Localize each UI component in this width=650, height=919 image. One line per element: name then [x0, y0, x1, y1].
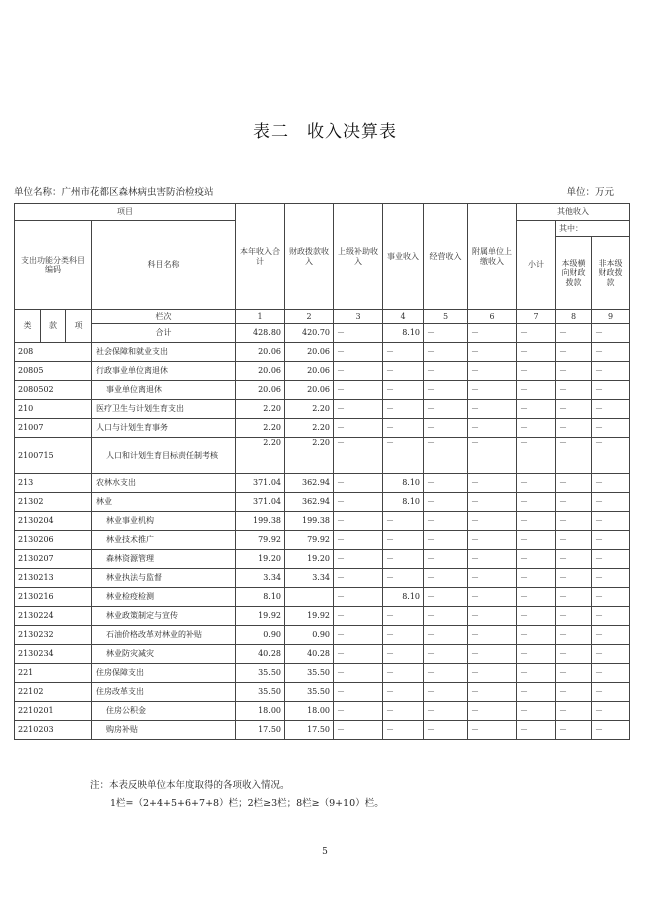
value-cell-c7: － [517, 664, 556, 683]
value-cell-c8: － [556, 550, 592, 569]
value-cell-total: 371.04 [236, 474, 285, 493]
header-col-no: 栏次 [92, 310, 236, 324]
header-xiang: 项 [66, 310, 92, 343]
value-cell-c8: － [556, 607, 592, 626]
value-cell-c3: － [334, 324, 383, 343]
value-cell-c9: － [592, 324, 630, 343]
value-cell-total: 19.20 [236, 550, 285, 569]
value-cell-c3: － [334, 438, 383, 474]
value-cell-c8: － [556, 645, 592, 664]
value-cell-c8: － [556, 531, 592, 550]
value-cell-total: 3.34 [236, 569, 285, 588]
value-cell-c8: － [556, 569, 592, 588]
page-title: 表二 收入决算表 [253, 122, 397, 142]
value-cell-fiscal: 19.92 [285, 607, 334, 626]
value-cell-fiscal: 199.38 [285, 512, 334, 531]
value-cell-c5: － [424, 381, 468, 400]
value-cell-c7: － [517, 702, 556, 721]
header-same-level: 本级横向财政拨款 [556, 237, 592, 310]
value-cell-c8: － [556, 343, 592, 362]
value-cell-c3: － [334, 474, 383, 493]
value-cell-c8: － [556, 493, 592, 512]
header-subject-name: 科目名称 [92, 221, 236, 310]
value-cell-c6: － [468, 362, 517, 381]
value-cell-c5: － [424, 474, 468, 493]
value-cell-c4: － [383, 702, 424, 721]
subject-name-cell: 林业事业机构 [92, 512, 236, 531]
value-cell-c5: － [424, 343, 468, 362]
table-row [15, 645, 630, 664]
value-cell-c5: － [424, 664, 468, 683]
value-cell-c3: － [334, 419, 383, 438]
table-row [15, 438, 630, 474]
value-cell-total: 20.06 [236, 381, 285, 400]
value-cell-c4: － [383, 381, 424, 400]
code-cell: 22102 [15, 683, 92, 702]
value-cell-c6: － [468, 645, 517, 664]
value-cell-c3: － [334, 381, 383, 400]
value-cell-c5: － [424, 324, 468, 343]
value-cell-c7: － [517, 569, 556, 588]
table-row [15, 569, 630, 588]
value-cell-c9: － [592, 550, 630, 569]
value-cell-c8: － [556, 400, 592, 419]
value-cell-c6: － [468, 400, 517, 419]
subject-name-cell: 林业检疫检测 [92, 588, 236, 607]
value-cell-total: 20.06 [236, 343, 285, 362]
subject-name-cell: 林业 [92, 493, 236, 512]
header-item: 项目 [15, 204, 236, 221]
value-cell-c5: － [424, 512, 468, 531]
value-cell-c4: － [383, 645, 424, 664]
value-cell-fiscal: 2.20 [285, 438, 334, 474]
unit-name: 单位名称：广州市花都区森林病虫害防治检疫站 [14, 187, 214, 198]
value-cell-c9: － [592, 531, 630, 550]
value-cell-c9: － [592, 474, 630, 493]
table-row [15, 381, 630, 400]
value-cell-c5: － [424, 645, 468, 664]
code-cell: 2130204 [15, 512, 92, 531]
value-cell-c6: － [468, 438, 517, 474]
value-cell-c7: － [517, 607, 556, 626]
subject-name-cell: 石油价格改革对林业的补贴 [92, 626, 236, 645]
value-cell-c9: － [592, 419, 630, 438]
table-row [15, 550, 630, 569]
value-cell-c5: － [424, 550, 468, 569]
value-cell-c8: － [556, 438, 592, 474]
code-cell: 208 [15, 343, 92, 362]
code-cell: 2210203 [15, 721, 92, 740]
subject-name-cell: 购房补贴 [92, 721, 236, 740]
col-number: 6 [468, 310, 517, 324]
value-cell-c4: － [383, 569, 424, 588]
value-cell-c9: － [592, 343, 630, 362]
value-cell-c3: － [334, 512, 383, 531]
header-superior: 上级补助收入 [334, 204, 383, 310]
value-cell-c5: － [424, 438, 468, 474]
value-cell-c4: － [383, 362, 424, 381]
subject-name-cell: 住房保障支出 [92, 664, 236, 683]
header-fiscal: 财政拨款收入 [285, 204, 334, 310]
value-cell-total: 18.00 [236, 702, 285, 721]
value-cell-total: 35.50 [236, 664, 285, 683]
value-cell-fiscal: 362.94 [285, 474, 334, 493]
value-cell-c8: － [556, 512, 592, 531]
value-cell-c5: － [424, 683, 468, 702]
table-row [15, 362, 630, 381]
value-cell-c9: － [592, 493, 630, 512]
value-cell-c7: － [517, 493, 556, 512]
value-cell-total: 20.06 [236, 362, 285, 381]
value-cell-c9: － [592, 512, 630, 531]
subject-name-cell: 社会保障和就业支出 [92, 343, 236, 362]
value-cell-c3: － [334, 362, 383, 381]
value-cell-c3: － [334, 531, 383, 550]
value-cell-c4: 8.10 [383, 324, 424, 343]
value-cell-fiscal: 2.20 [285, 419, 334, 438]
value-cell-total: 2.20 [236, 419, 285, 438]
value-cell-c5: － [424, 721, 468, 740]
value-cell-c6: － [468, 683, 517, 702]
value-cell-c6: － [468, 569, 517, 588]
value-cell-c3: － [334, 588, 383, 607]
value-cell-c4: 8.10 [383, 493, 424, 512]
value-cell-c3: － [334, 626, 383, 645]
table-row [15, 474, 630, 493]
subject-name-cell: 林业执法与监督 [92, 569, 236, 588]
value-cell-fiscal: 20.06 [285, 362, 334, 381]
value-cell-c9: － [592, 626, 630, 645]
code-cell: 20805 [15, 362, 92, 381]
value-cell-c4: － [383, 512, 424, 531]
note-line-2: 1栏=（2+4+5+6+7+8）栏；2栏≥3栏；8栏≥（9+10）栏。 [110, 798, 384, 810]
col-number: 7 [517, 310, 556, 324]
value-cell-c5: － [424, 493, 468, 512]
header-func-code: 支出功能分类科目编码 [15, 221, 92, 310]
value-cell-total: 428.80 [236, 324, 285, 343]
header-operating: 经营收入 [424, 204, 468, 310]
value-cell-c6: － [468, 531, 517, 550]
value-cell-c4: － [383, 531, 424, 550]
value-cell-fiscal: 19.20 [285, 550, 334, 569]
table-row [15, 664, 630, 683]
value-cell-total: 79.92 [236, 531, 285, 550]
col-number: 9 [592, 310, 630, 324]
value-cell-c8: － [556, 474, 592, 493]
value-cell-c9: － [592, 645, 630, 664]
value-cell-total: 371.04 [236, 493, 285, 512]
value-cell-c5: － [424, 400, 468, 419]
value-cell-c8: － [556, 381, 592, 400]
value-cell-fiscal [285, 588, 334, 607]
col-number: 5 [424, 310, 468, 324]
value-cell-c8: － [556, 419, 592, 438]
value-cell-c4: 8.10 [383, 588, 424, 607]
value-cell-c4: － [383, 438, 424, 474]
value-cell-c3: － [334, 664, 383, 683]
value-cell-c9: － [592, 569, 630, 588]
code-cell: 213 [15, 474, 92, 493]
value-cell-c6: － [468, 664, 517, 683]
value-cell-c3: － [334, 400, 383, 419]
value-cell-c8: － [556, 588, 592, 607]
value-cell-fiscal: 420.70 [285, 324, 334, 343]
header-business: 事业收入 [383, 204, 424, 310]
col-number: 3 [334, 310, 383, 324]
value-cell-fiscal: 35.50 [285, 664, 334, 683]
value-cell-c9: － [592, 400, 630, 419]
value-cell-c7: － [517, 626, 556, 645]
value-cell-fiscal: 0.90 [285, 626, 334, 645]
value-cell-c4: － [383, 626, 424, 645]
value-cell-c5: － [424, 419, 468, 438]
value-cell-c7: － [517, 531, 556, 550]
code-cell: 21302 [15, 493, 92, 512]
header-non-same: 非本级财政拨款 [592, 237, 630, 310]
value-cell-c6: － [468, 626, 517, 645]
value-cell-c7: － [517, 362, 556, 381]
value-cell-c6: － [468, 419, 517, 438]
code-cell: 2130216 [15, 588, 92, 607]
value-cell-c5: － [424, 531, 468, 550]
subject-name-cell: 住房公积金 [92, 702, 236, 721]
value-cell-c5: － [424, 362, 468, 381]
value-cell-c5: － [424, 569, 468, 588]
value-cell-c9: － [592, 664, 630, 683]
header-total: 本年收入合计 [236, 204, 285, 310]
value-cell-total: 199.38 [236, 512, 285, 531]
page-number: 5 [322, 847, 328, 857]
table-note [90, 777, 384, 813]
table-row [15, 400, 630, 419]
col-number: 8 [556, 310, 592, 324]
value-cell-c7: － [517, 721, 556, 740]
value-cell-c8: － [556, 664, 592, 683]
value-cell-c8: － [556, 721, 592, 740]
value-cell-fiscal: 2.20 [285, 400, 334, 419]
value-cell-fiscal: 17.50 [285, 721, 334, 740]
value-cell-c7: － [517, 438, 556, 474]
header-affiliated: 附属单位上缴收入 [468, 204, 517, 310]
value-cell-c3: － [334, 493, 383, 512]
col-number: 4 [383, 310, 424, 324]
subject-name-cell: 事业单位离退休 [92, 381, 236, 400]
code-cell: 210 [15, 400, 92, 419]
value-cell-c3: － [334, 550, 383, 569]
value-cell-c3: － [334, 721, 383, 740]
value-cell-c6: － [468, 607, 517, 626]
value-cell-c4: － [383, 419, 424, 438]
value-cell-fiscal: 20.06 [285, 343, 334, 362]
subject-name-cell: 林业技术推广 [92, 531, 236, 550]
value-cell-c3: － [334, 569, 383, 588]
code-cell: 21007 [15, 419, 92, 438]
table-row [15, 721, 630, 740]
subject-name-cell: 合计 [92, 324, 236, 343]
code-cell: 2100715 [15, 438, 92, 474]
header-lei: 类 [15, 310, 41, 343]
code-cell: 221 [15, 664, 92, 683]
value-cell-fiscal: 18.00 [285, 702, 334, 721]
subject-name-cell: 行政事业单位离退休 [92, 362, 236, 381]
col-number: 1 [236, 310, 285, 324]
value-cell-c3: － [334, 683, 383, 702]
table-row [15, 626, 630, 645]
value-cell-c4: － [383, 607, 424, 626]
value-cell-c6: － [468, 324, 517, 343]
value-cell-total: 19.92 [236, 607, 285, 626]
subject-name-cell: 林业防灾减灾 [92, 645, 236, 664]
header-subtotal: 小计 [517, 221, 556, 310]
value-cell-c7: － [517, 550, 556, 569]
subject-name-cell: 农林水支出 [92, 474, 236, 493]
value-cell-c5: － [424, 626, 468, 645]
value-cell-c8: － [556, 324, 592, 343]
code-cell: 2130234 [15, 645, 92, 664]
value-cell-c8: － [556, 626, 592, 645]
unit-label: 单位：万元 [566, 187, 614, 198]
value-cell-c9: － [592, 438, 630, 474]
value-cell-c6: － [468, 512, 517, 531]
value-cell-total: 0.90 [236, 626, 285, 645]
value-cell-c7: － [517, 419, 556, 438]
value-cell-c7: － [517, 683, 556, 702]
header-kuan: 款 [41, 310, 66, 343]
code-cell: 2130207 [15, 550, 92, 569]
col-number: 2 [285, 310, 334, 324]
value-cell-c9: － [592, 721, 630, 740]
header-of-which: 其中： [556, 221, 630, 237]
value-cell-c7: － [517, 474, 556, 493]
value-cell-fiscal: 35.50 [285, 683, 334, 702]
subject-name-cell: 森林资源管理 [92, 550, 236, 569]
table-row [15, 343, 630, 362]
unit-info-row [14, 184, 614, 198]
note-line-1: 注：本表反映单位本年度取得的各项收入情况。 [90, 780, 290, 791]
value-cell-total: 35.50 [236, 683, 285, 702]
value-cell-c6: － [468, 721, 517, 740]
value-cell-c4: 8.10 [383, 474, 424, 493]
value-cell-c7: － [517, 343, 556, 362]
code-cell: 2130213 [15, 569, 92, 588]
value-cell-fiscal: 3.34 [285, 569, 334, 588]
table-row [15, 702, 630, 721]
value-cell-c7: － [517, 381, 556, 400]
table-row [15, 493, 630, 512]
value-cell-c6: － [468, 550, 517, 569]
value-cell-c8: － [556, 683, 592, 702]
header-other: 其他收入 [517, 204, 630, 221]
table-row [15, 419, 630, 438]
value-cell-c3: － [334, 607, 383, 626]
value-cell-c4: － [383, 664, 424, 683]
table-row [15, 683, 630, 702]
value-cell-c6: － [468, 381, 517, 400]
value-cell-c6: － [468, 343, 517, 362]
value-cell-c9: － [592, 362, 630, 381]
value-cell-c9: － [592, 683, 630, 702]
value-cell-c4: － [383, 721, 424, 740]
value-cell-c7: － [517, 512, 556, 531]
value-cell-c3: － [334, 343, 383, 362]
value-cell-c6: － [468, 474, 517, 493]
value-cell-c9: － [592, 702, 630, 721]
value-cell-total: 17.50 [236, 721, 285, 740]
value-cell-c3: － [334, 702, 383, 721]
table-row [15, 607, 630, 626]
value-cell-c8: － [556, 702, 592, 721]
value-cell-c3: － [334, 645, 383, 664]
value-cell-c9: － [592, 381, 630, 400]
value-cell-c7: － [517, 400, 556, 419]
value-cell-fiscal: 79.92 [285, 531, 334, 550]
value-cell-c5: － [424, 588, 468, 607]
value-cell-total: 40.28 [236, 645, 285, 664]
value-cell-c6: － [468, 702, 517, 721]
value-cell-c7: － [517, 324, 556, 343]
subject-name-cell: 住房改革支出 [92, 683, 236, 702]
total-row [15, 324, 630, 343]
value-cell-c4: － [383, 400, 424, 419]
table-row [15, 588, 630, 607]
value-cell-c4: － [383, 550, 424, 569]
subject-name-cell: 人口和计划生育目标责任制考核 [92, 438, 236, 474]
table-row [15, 531, 630, 550]
subject-name-cell: 林业政策制定与宣传 [92, 607, 236, 626]
value-cell-total: 8.10 [236, 588, 285, 607]
income-report-table [14, 203, 630, 740]
value-cell-c4: － [383, 343, 424, 362]
subject-name-cell: 人口与计划生育事务 [92, 419, 236, 438]
value-cell-c6: － [468, 493, 517, 512]
table-row [15, 512, 630, 531]
value-cell-c9: － [592, 588, 630, 607]
subject-name-cell: 医疗卫生与计划生育支出 [92, 400, 236, 419]
value-cell-c7: － [517, 588, 556, 607]
value-cell-c4: － [383, 683, 424, 702]
code-cell: 2130206 [15, 531, 92, 550]
value-cell-c5: － [424, 607, 468, 626]
value-cell-total: 2.20 [236, 438, 285, 474]
code-cell: 2080502 [15, 381, 92, 400]
value-cell-c7: － [517, 645, 556, 664]
code-cell: 2210201 [15, 702, 92, 721]
code-cell: 2130232 [15, 626, 92, 645]
value-cell-fiscal: 20.06 [285, 381, 334, 400]
value-cell-c8: － [556, 362, 592, 381]
value-cell-c9: － [592, 607, 630, 626]
value-cell-fiscal: 362.94 [285, 493, 334, 512]
code-cell: 2130224 [15, 607, 92, 626]
value-cell-total: 2.20 [236, 400, 285, 419]
value-cell-c6: － [468, 588, 517, 607]
value-cell-fiscal: 40.28 [285, 645, 334, 664]
value-cell-c5: － [424, 702, 468, 721]
